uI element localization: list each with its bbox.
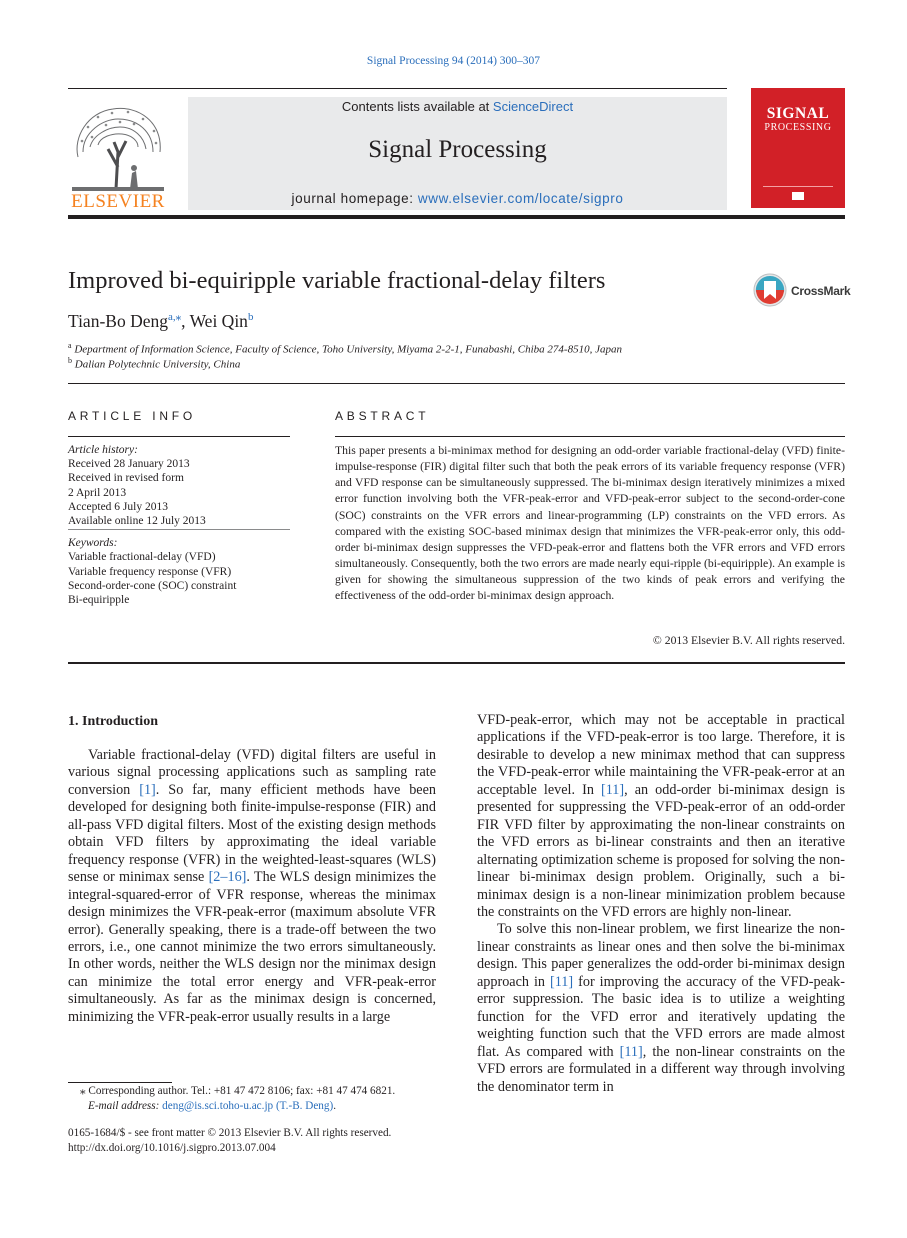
article-info-rule xyxy=(68,436,290,437)
keyword: Variable frequency response (VFR) xyxy=(68,566,232,578)
reference-link[interactable]: [2–16] xyxy=(208,869,247,886)
affiliation-mark: b xyxy=(68,356,72,365)
intro-paragraph-1 xyxy=(68,747,436,1026)
homepage-line xyxy=(188,191,727,206)
homepage-link[interactable]: www.elsevier.com/locate/sigpro xyxy=(417,191,624,206)
affiliation-text: Department of Information Science, Faculty of Science, Toho University, Miyama 2-2-1, Funabashi, Chiba 274-8510, Japan xyxy=(74,343,622,356)
text-run: , the non-linear constraints on the VFD errors are formulated in a different way through involving the denominator term in xyxy=(477,1043,845,1095)
history-online: Available online 12 July 2013 xyxy=(68,515,206,527)
keyword: Second-order-cone (SOC) constraint xyxy=(68,580,237,592)
copyright-notice: © 2013 Elsevier B.V. All rights reserved. xyxy=(652,634,845,647)
text-run: . So far, many efficient methods have been developed for designing both finite-impulse-response (FIR) and all-pass VFD digital filters. Most of the existing design methods obtain VFD filters by approximating the ideal variable frequency response (VFR) in the weighted-least-squares (WLS) sense or minimax sense xyxy=(68,781,436,886)
email-end: . xyxy=(333,1100,336,1112)
doi-link[interactable]: http://dx.doi.org/10.1016/j.sigpro.2013.07.004 xyxy=(68,1142,276,1154)
footnote-corresponding: ⁎ Corresponding author. Tel.: +81 47 472 8106; fax: +81 47 474 6821. xyxy=(80,1085,396,1097)
keywords-rule xyxy=(68,529,290,530)
reference-link[interactable]: [11] xyxy=(600,781,625,798)
cover-title-signal: SIGNAL xyxy=(766,105,830,122)
body-column-right xyxy=(477,712,845,1096)
journal-cover-image[interactable] xyxy=(751,88,845,208)
contents-prefix: Contents lists available at xyxy=(341,99,493,114)
reference-link[interactable]: [1] xyxy=(139,781,156,798)
footnote-email xyxy=(88,1099,336,1114)
journal-name: Signal Processing xyxy=(368,136,547,163)
text-run: Variable fractional-delay (VFD) digital filters are useful in various signal processing applications such as sampling rate conversion xyxy=(68,747,436,798)
masthead-top-rule xyxy=(68,88,727,89)
history-revised-date: 2 April 2013 xyxy=(68,487,127,499)
elsevier-logo xyxy=(68,97,168,212)
cover-title-processing: PROCESSING xyxy=(764,122,832,133)
affiliation-text: Dalian Polytechnic University, China xyxy=(74,358,241,371)
history-accepted: Accepted 6 July 2013 xyxy=(68,501,168,513)
author-1-corresponding-mark[interactable]: ⁎ xyxy=(175,311,182,323)
reference-link[interactable]: [11] xyxy=(619,1043,643,1060)
keyword: Bi-equiripple xyxy=(68,594,130,606)
text-run: VFD-peak-error, which may not be acceptable in practical applications if the VFD-peak-error is too large. Therefore, it is desirable to develop a new minimax method that can suppress the VFD-peak-error while maintaining the VFR-peak-error at an acceptable level. In xyxy=(477,712,845,798)
author-separator: , xyxy=(181,310,190,331)
elsevier-wordmark: ELSEVIER xyxy=(71,191,165,212)
abstract-rule xyxy=(335,436,845,437)
affiliation-b xyxy=(68,356,240,371)
history-received: Received 28 January 2013 xyxy=(68,458,190,470)
homepage-prefix: journal homepage: xyxy=(291,191,418,206)
journal-citation[interactable]: Signal Processing 94 (2014) 300–307 xyxy=(366,55,541,67)
section-heading-introduction: 1. Introduction xyxy=(68,714,158,729)
article-info-heading: ARTICLE INFO xyxy=(68,409,197,423)
author-1-affil-mark[interactable]: a, xyxy=(167,311,176,323)
author-list xyxy=(68,310,253,332)
body-column-left xyxy=(68,747,436,1026)
author-2[interactable]: Wei Qin xyxy=(189,310,248,331)
abstract-heading: ABSTRACT xyxy=(335,409,430,423)
author-1[interactable]: Tian-Bo Deng xyxy=(68,310,168,331)
cover-publisher-mark xyxy=(792,192,804,200)
text-run: , an odd-order bi-minimax design is presented for suppressing the VFD-peak-error of an odd-order FIR VFD filter by approximating the non-linear constraints on the VFD errors as bi-linear constraints and then an iterative alternating optimization scheme is proposed for solving the non-linear bi-minimax design problem. Originally, such a bi-minimax design is a non-linear minimization problem because the constraints on the VFD errors are highly non-linear. xyxy=(477,781,845,920)
history-revised: Received in revised form xyxy=(68,472,184,484)
keywords-label: Keywords: xyxy=(68,537,118,549)
abstract-text: This paper presents a bi-minimax method for designing an odd-order variable fractional-delay (VFD) finite-impulse-response (FIR) digital filter such that both the peak errors of its variable frequency response (VFR) and VFD response can be simultaneously suppressed. The bi-minimax design iteratively minimizes a mixed error function involving both the VFR-peak-error and VFD-peak-error subject to the second-order-cone (SOC) constraints on the VFR errors and linear-programming (LP) constraints on the VFD errors. As compared with the existing SOC-based minimax design that minimizes the VFR-peak-error only, this odd-order bi-minimax design suppresses the VFD-peak-error and flattens both the VFR errors and VFD errors simultaneously. Consequently, both the two errors are made nearly equi-ripple (bi-equiripple). An example is given for showing the simultaneous suppression of the two kinds of peak errors and verifying the effectiveness of the odd-order bi-minimax design approach. xyxy=(335,444,845,603)
issn-line: 0165-1684/$ - see front matter © 2013 Elsevier B.V. All rights reserved. xyxy=(68,1127,392,1139)
contents-line xyxy=(188,99,727,114)
text-run: for improving the accuracy of the VFD-peak-error suppression. The basic idea is to utilize a weighting function for the VFD error and iteratively updating the weighting function such that the VFD errors are made almost flat. As compared with xyxy=(477,973,845,1060)
crossmark-label[interactable]: CrossMark xyxy=(791,284,851,298)
author-2-affil-mark[interactable]: b xyxy=(247,311,254,323)
reference-link[interactable]: [11] xyxy=(550,973,574,990)
email-name[interactable]: (T.-B. Deng) xyxy=(273,1100,334,1112)
text-run: . The WLS design minimizes the integral-squared-error of VFR response, whereas the minimax design minimizes the VFR-peak-error (maximum absolute VFR error). Generally speaking, there is a trade-off between the two errors, i.e., one cannot minimize the two errors simultaneously. In other words, neither the WLS design nor the minimax design can minimize the total error energy and VFR-peak-error simultaneously. As far as the minimax design is concerned, minimizing the VFR-peak-error usually results in a large xyxy=(68,869,436,1025)
footnote-rule xyxy=(68,1082,172,1083)
paper-title: Improved bi-equiripple variable fractional-delay filters xyxy=(68,267,606,294)
crossmark-icon xyxy=(751,272,791,308)
affiliation-a xyxy=(68,341,622,356)
intro-paragraph-2 xyxy=(477,921,845,1096)
masthead-bottom-rule xyxy=(68,215,845,219)
email-label: E-mail address: xyxy=(88,1100,163,1112)
sciencedirect-link[interactable]: ScienceDirect xyxy=(492,99,574,114)
keyword: Variable fractional-delay (VFD) xyxy=(68,551,216,563)
text-run: To solve this non-linear problem, we first linearize the non-linear constraints as linear ones and then solve the bi-minimax design. This paper generalizes the odd-order bi-minimax design approach in xyxy=(477,921,845,990)
rule-below-abstract xyxy=(68,662,845,664)
rule-below-affiliations xyxy=(68,383,845,384)
history-label: Article history: xyxy=(68,444,138,456)
email-link[interactable]: deng@is.sci.toho-u.ac.jp xyxy=(162,1100,274,1112)
affiliation-mark: a xyxy=(68,341,72,350)
intro-paragraph-continued xyxy=(477,712,845,921)
cover-stripe xyxy=(763,186,833,187)
